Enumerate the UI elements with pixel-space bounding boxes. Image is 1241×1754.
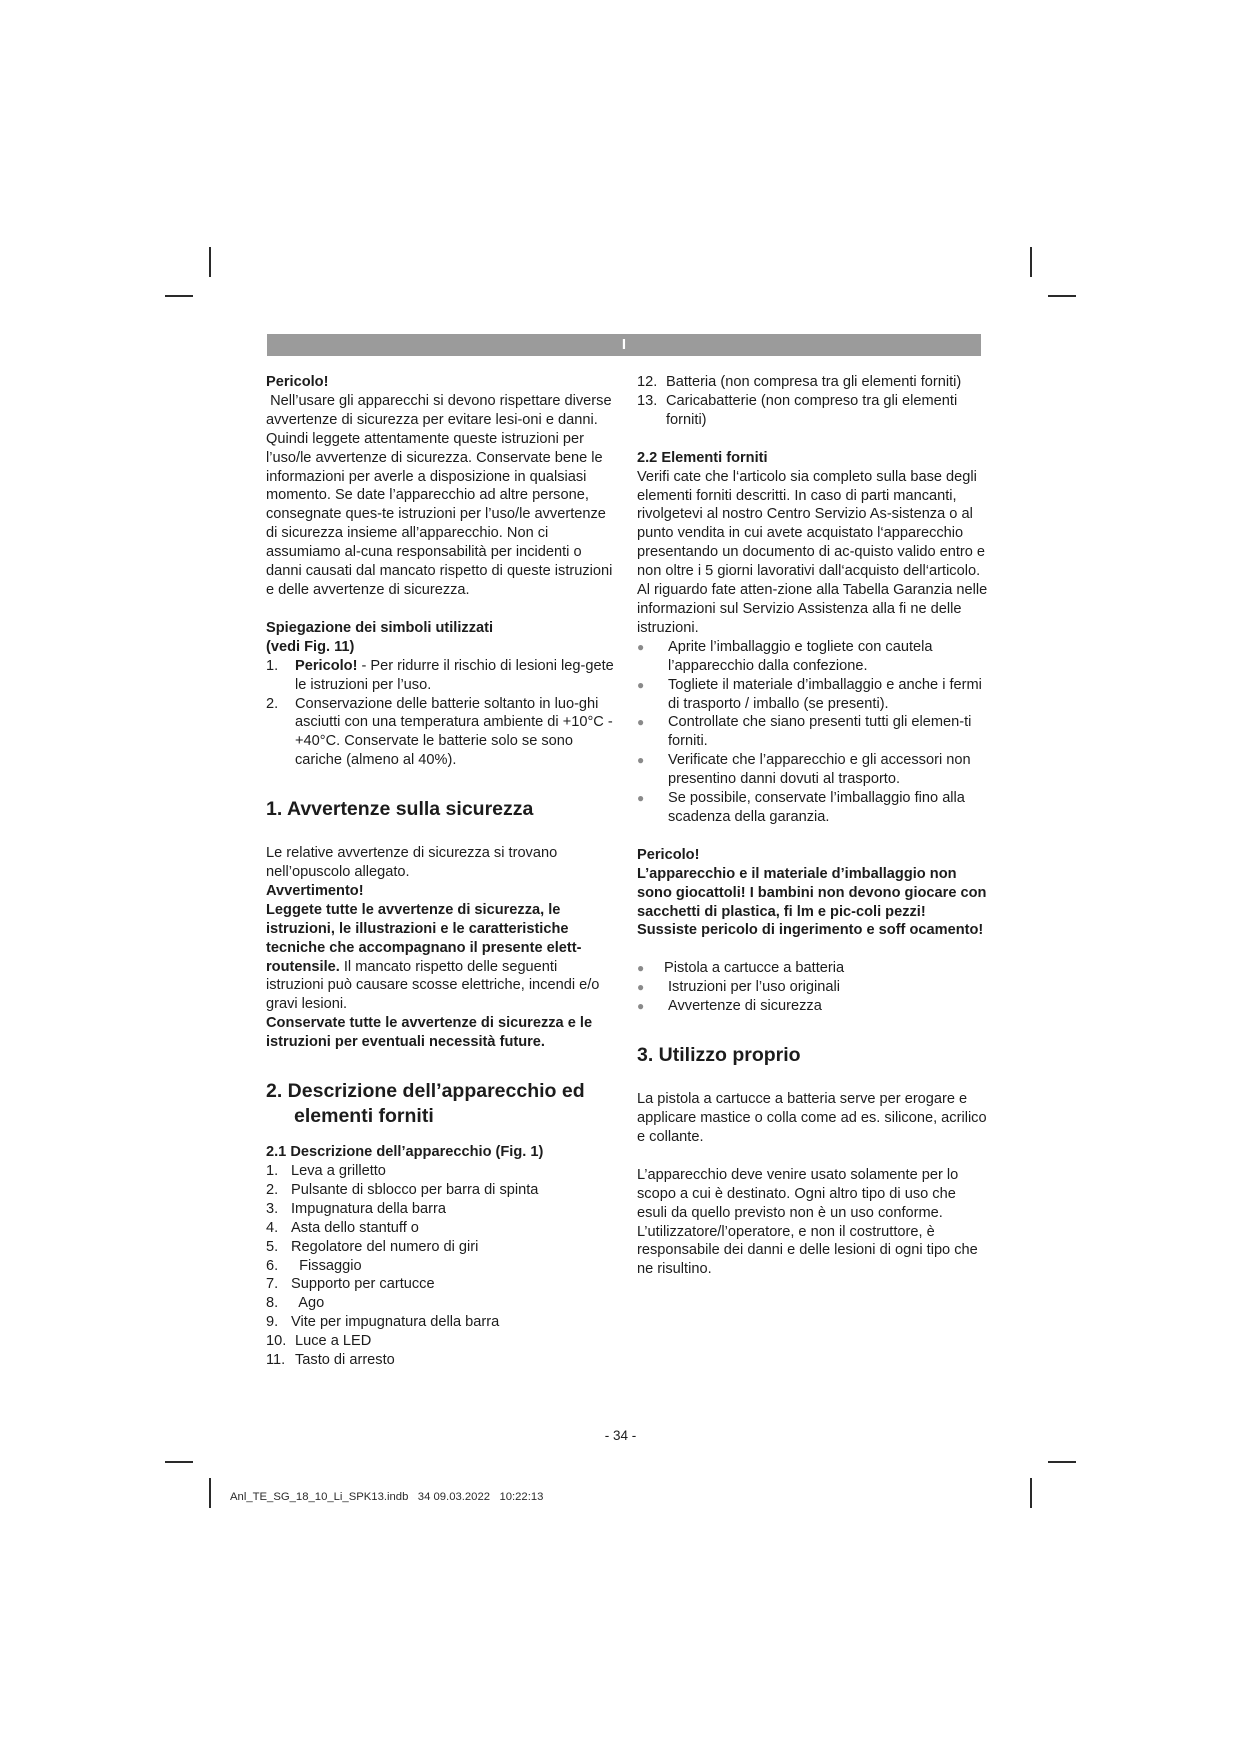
bullet-icon: ● xyxy=(637,753,645,768)
header-bar xyxy=(267,334,981,356)
danger-text-2: L’apparecchio e il materiale d’imballaggio non sono giocattoli! I bambini non devono giocare con sacchetti di plastica, fi lm e pic-coli pezzi! Sussiste pericolo di ingerimento e soff ocamento! xyxy=(637,865,987,939)
crop-mark xyxy=(209,247,211,277)
list-item: ● Verificate che l’apparecchio e gli accessori non presentino danni dovuti al trasporto. xyxy=(637,752,971,788)
list-item: 4. Asta dello stantuff o xyxy=(266,1219,419,1236)
danger-title-2: Pericolo! xyxy=(637,846,700,863)
danger-text: Nell’usare gli apparecchi si devono rispettare diverse avvertenze di sicurezza per evitare lesi-oni e danni. Quindi leggete attentamente queste istruzioni per l’uso/le avvertenze di sicurezza. Conservate bene le informazioni per averle a disposizione in qualsiasi momento. Se date l’apparecchio ad altre persone, consegnate ques-te istruzioni per l’uso/le avvertenze di sicurezza insieme all’apparecchio. Non ci assumiamo al-cuna responsabilità per incidenti o danni causati dal mancato rispetto di queste istruzioni e delle avvertenze di sicurezza. xyxy=(266,392,617,598)
crop-mark xyxy=(1048,1461,1076,1463)
list-item: 8. Ago xyxy=(266,1295,325,1312)
parts-list xyxy=(266,1162,614,1370)
page-number: - 34 - xyxy=(604,1428,637,1443)
warning-title: Avvertimento! xyxy=(266,882,364,899)
warning-text: Leggete tutte le avvertenze di sicurezza, le istruzioni, le illustrazioni e le caratteristiche tecniche che accompagnano il presente elett-routensile. Il mancato rispetto delle seguenti istruzioni può causare scosse elettriche, incendi e/o gravi lesioni. xyxy=(266,901,600,1013)
bullet-icon: ● xyxy=(637,715,645,730)
bullet-icon: ● xyxy=(637,980,645,995)
list-item: ● Controllate che siano presenti tutti gli elemen-ti forniti. xyxy=(637,714,972,750)
keep-instructions: Conservate tutte le avvertenze di sicurezza e le istruzioni per eventuali necessità future. xyxy=(266,1015,593,1051)
list-item: 13. Caricabatterie (non compreso tra gli elementi forniti) xyxy=(637,392,958,428)
list-item: ● Avvertenze di sicurezza xyxy=(637,998,822,1015)
danger-title: Pericolo! xyxy=(266,374,329,390)
symbols-title: Spiegazione dei simboli utilizzati xyxy=(266,619,494,636)
list-item: 2. Pulsante di sblocco per barra di spinta xyxy=(266,1181,539,1198)
list-item: ● Aprite l’imballaggio e togliete con cautela l’apparecchio dalla confezione. xyxy=(637,638,933,674)
supplied-items xyxy=(637,959,989,1016)
bullet-icon: ● xyxy=(637,677,645,692)
list-item: 12. Batteria (non compresa tra gli elementi forniti) xyxy=(637,374,962,390)
list-item: 9. Vite per impugnatura della barra xyxy=(266,1314,500,1331)
section-2-title: 2. Descrizione dell’apparecchio ed elementi forniti xyxy=(266,1080,585,1128)
crop-mark xyxy=(1030,247,1032,277)
print-footer: Anl_TE_SG_18_10_Li_SPK13.indb 34 09.03.2022 10:22:13 xyxy=(230,1491,544,1503)
language-code: I xyxy=(621,336,627,353)
bullet-icon: ● xyxy=(637,791,645,806)
crop-mark xyxy=(165,1461,193,1463)
symbols-list xyxy=(266,657,614,770)
list-item: 7. Supporto per cartucce xyxy=(266,1276,435,1293)
crop-mark xyxy=(209,1478,211,1508)
section-1-title: 1. Avvertenze sulla sicurezza xyxy=(266,798,534,821)
crop-mark xyxy=(165,295,193,297)
crop-mark xyxy=(1030,1478,1032,1508)
list-item: 1. Pericolo! - Per ridurre il rischio di lesioni leg-gete le istruzioni per l’uso. xyxy=(266,657,614,693)
section-1-text: Le relative avvertenze di sicurezza si trovano nell’opuscolo allegato. xyxy=(266,845,558,881)
list-item: ● Se possibile, conservate l’imballaggio fino alla scadenza della garanzia. xyxy=(637,790,965,825)
bullet-icon: ● xyxy=(637,961,645,976)
list-item: ● Togliete il materiale d’imballaggio e anche i fermi di trasporto / imballo (se presenti). xyxy=(637,676,982,712)
section-3-text-1: La pistola a cartucce a batteria serve per erogare e applicare mastice o colla come ad es. silicone, acrilico e collante. xyxy=(637,1091,987,1145)
section-2-1-title: 2.1 Descrizione dell’apparecchio (Fig. 1) xyxy=(266,1144,544,1161)
section-3-text-2: L’apparecchio deve venire usato solamente per lo scopo a cui è destinato. Ogni altro tipo di uso che esuli da quello previsto non è un uso conforme. L’utilizzatore/l’operatore, e non il costruttore, è responsabile dei danni e delle lesioni di ogni tipo che ne risultino. xyxy=(637,1166,978,1278)
list-item: 3. Impugnatura della barra xyxy=(266,1200,446,1217)
list-item: 5. Regolatore del numero di giri xyxy=(266,1238,479,1255)
bullet-icon: ● xyxy=(637,999,645,1014)
parts-list-continued xyxy=(637,373,989,430)
symbols-title-figref: (vedi Fig. 11) xyxy=(266,638,355,655)
list-item: 2. Conservazione delle batterie soltanto in luo-ghi asciutti con una temperatura ambiente di +10°C - +40°C. Conservate le batterie solo se sono cariche (almeno al 40%). xyxy=(266,695,613,769)
section-2-2-title: 2.2 Elementi forniti xyxy=(637,449,768,466)
list-item: 1. Leva a grilletto xyxy=(266,1163,386,1179)
left-column xyxy=(266,373,617,1370)
section-2-2-text: Verifi cate che l‘articolo sia completo sulla base degli elementi forniti descritti. In caso di parti mancanti, rivolgetevi al nostro Centro Servizio As-sistenza o al punto vendita in cui avete acquistato l‘apparecchio presentando un documento di ac-quisto valido entro e non oltre i 5 giorni lavorativi dall‘acquisto dell‘articolo. Al riguardo fate atten-zione alla Tabella Garanzia nelle informazioni sul Servizio Assistenza alla fi ne delle istruzioni. xyxy=(637,468,988,636)
list-item: 10. Luce a LED xyxy=(266,1333,372,1350)
crop-mark xyxy=(1048,295,1076,297)
list-item: ● Istruzioni per l’uso originali xyxy=(637,979,840,996)
unpacking-steps xyxy=(637,638,989,827)
section-3-title: 3. Utilizzo proprio xyxy=(637,1044,801,1067)
list-item: 6. Fissaggio xyxy=(266,1257,362,1274)
right-column xyxy=(637,373,989,1279)
bullet-icon: ● xyxy=(637,639,645,654)
list-item: ● Pistola a cartucce a batteria xyxy=(637,960,845,977)
list-item: 11. Tasto di arresto xyxy=(266,1352,395,1369)
